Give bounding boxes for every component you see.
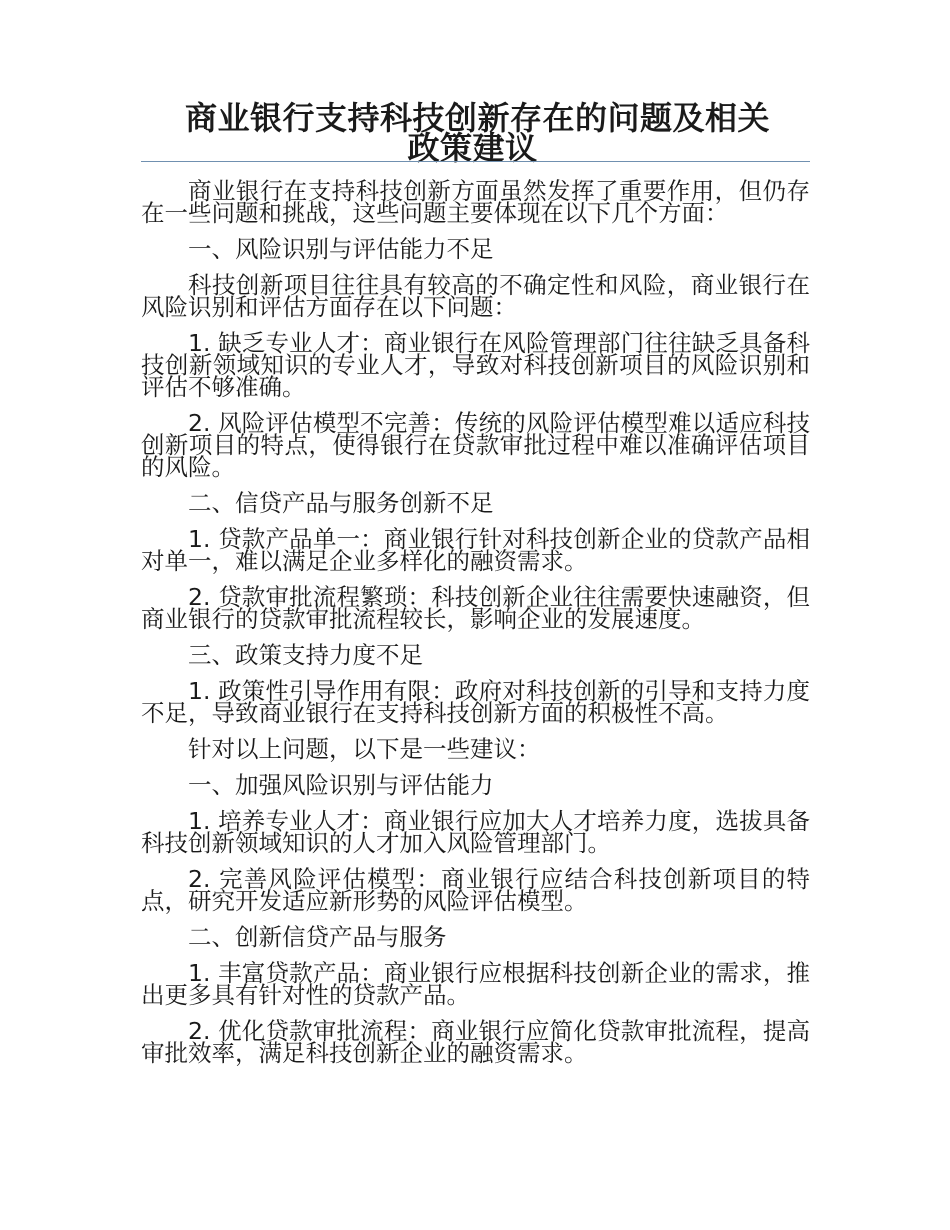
title-line-1: 商业银行支持科技创新存在的问题及相关 — [185, 99, 771, 137]
list-paragraph: 1. 培养专业人才：商业银行应加大人才培养力度，选拔具备科技创新领域知识的人才加入风险管理部门。 — [141, 807, 810, 857]
list-paragraph: 2. 优化贷款审批流程：商业银行应简化贷款审批流程，提高审批效率，满足科技创新企业的融资需求。 — [141, 1017, 810, 1067]
section-heading: 一、加强风险识别与评估能力 — [188, 771, 494, 799]
intro-paragraph: 商业银行在支持科技创新方面虽然发挥了重要作用，但仍存在一些问题和挑战，这些问题主要体现在以下几个方面： — [141, 177, 810, 227]
section-heading: 三、政策支持力度不足 — [188, 641, 423, 669]
title-divider — [141, 161, 810, 162]
body-paragraph: 科技创新项目往往具有较高的不确定性和风险，商业银行在风险识别和评估方面存在以下问题： — [141, 271, 810, 321]
list-paragraph: 1. 贷款产品单一：商业银行针对科技创新企业的贷款产品相对单一，难以满足企业多样化的融资需求。 — [141, 525, 810, 575]
section-heading: 二、创新信贷产品与服务 — [188, 923, 447, 951]
list-paragraph: 1. 缺乏专业人才：商业银行在风险管理部门往往缺乏具备科技创新领域知识的专业人才，导致对科技创新项目的风险识别和评估不够准确。 — [141, 329, 810, 401]
list-paragraph: 1. 政策性引导作用有限：政府对科技创新的引导和支持力度不足，导致商业银行在支持科技创新方面的积极性不高。 — [141, 677, 810, 727]
list-paragraph: 1. 丰富贷款产品：商业银行应根据科技创新企业的需求，推出更多具有针对性的贷款产品。 — [141, 959, 810, 1009]
document-body — [141, 177, 810, 1078]
section-heading: 一、风险识别与评估能力不足 — [188, 235, 494, 263]
list-paragraph: 2. 风险评估模型不完善：传统的风险评估模型难以适应科技创新项目的特点，使得银行在贷款审批过程中难以准确评估项目的风险。 — [141, 409, 810, 481]
list-paragraph: 2. 完善风险评估模型：商业银行应结合科技创新项目的特点，研究开发适应新形势的风险评估模型。 — [141, 865, 810, 915]
transition-paragraph: 针对以上问题，以下是一些建议： — [188, 735, 541, 763]
section-heading: 二、信贷产品与服务创新不足 — [188, 489, 494, 517]
list-paragraph: 2. 贷款审批流程繁琐：科技创新企业往往需要快速融资，但商业银行的贷款审批流程较长，影响企业的发展速度。 — [141, 583, 810, 633]
title-line-2: 政策建议 — [407, 129, 538, 167]
document-title — [185, 99, 815, 167]
